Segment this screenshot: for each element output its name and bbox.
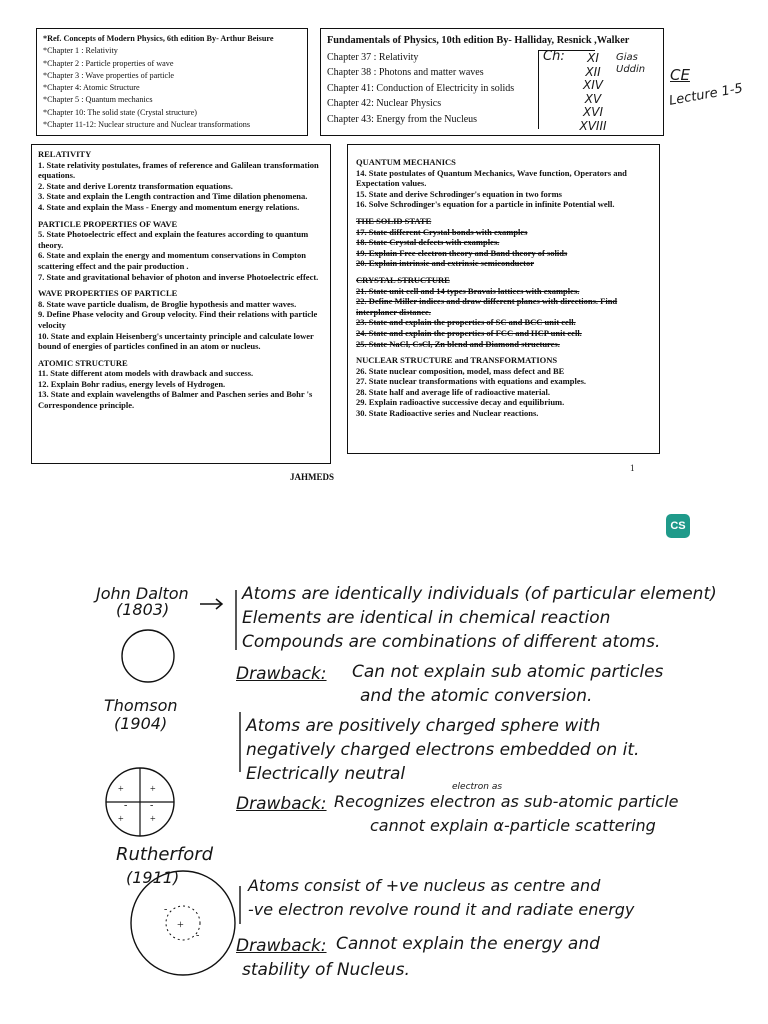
- ref-item: *Chapter 2 : Particle properties of wave: [43, 58, 174, 68]
- section-relativity: [38, 149, 324, 213]
- svg-text:-: -: [164, 904, 168, 915]
- dalton-line: Atoms are identically individuals (of particular element): [242, 584, 717, 604]
- ref-item: *Chapter 11-12: Nuclear structure and Nuclear transformations: [43, 120, 251, 130]
- hrw-item: Chapter 38 : Photons and matter waves: [327, 67, 484, 78]
- thomson-model-circle: [106, 768, 174, 836]
- syllabus-item: 12. Explain Bohr radius, energy levels of Hydrogen.: [38, 378, 226, 389]
- section-heading: PARTICLE PROPERTIES OF WAVE: [38, 218, 178, 229]
- syllabus-item: 7. State and gravitational behavior of photon and inverse Photoelectric effect.: [38, 271, 319, 282]
- syllabus-item: 19. Explain Free electron theory and Band theory of solids: [356, 247, 568, 258]
- syllabus-item: 23. State and explain the properties of SC and BCC unit cell.: [356, 317, 576, 328]
- ref-title: *Ref. Concepts of Modern Physics, 6th edition By- Arthur Beisure: [43, 34, 274, 43]
- syllabus-item: 8. State wave particle dualism, de Broglie hypothesis and matter waves.: [38, 298, 297, 309]
- syllabus-item: 28. State half and average life of radioactive material.: [356, 386, 551, 397]
- syllabus-item: 27. State nuclear transformations with equations and examples.: [356, 376, 587, 387]
- syllabus-item: 4. State and explain the Mass - Energy and momentum energy relations.: [38, 201, 300, 212]
- syllabus-item: 3. State and explain the Length contraction and Time dilation phenomena.: [38, 191, 308, 202]
- page-number: 1: [630, 463, 635, 473]
- section-heading: WAVE PROPERTIES OF PARTICLE: [38, 288, 178, 299]
- thomson-correction-note: electron as: [452, 782, 503, 792]
- svg-text:+: +: [150, 784, 156, 795]
- margin-note-lecture: Lecture 1-5: [668, 81, 744, 109]
- ref-item: *Chapter 4: Atomic Structure: [43, 83, 140, 93]
- camscanner-logo-icon: CS: [666, 514, 690, 538]
- ref-item: *Chapter 3 : Wave properties of particle: [43, 70, 175, 80]
- section-heading: ATOMIC STRUCTURE: [38, 357, 128, 368]
- reference-box: [36, 28, 308, 136]
- rutherford-line: -ve electron revolve round it and radiate energy: [248, 900, 635, 919]
- syllabus-item: 14. State postulates of Quantum Mechanics, Wave function, Operators and Expectation values.: [356, 167, 627, 189]
- section-particle-properties: [38, 219, 324, 283]
- handwritten-ch-label: Ch:: [543, 49, 565, 64]
- section-heading: RELATIVITY: [38, 149, 92, 159]
- rutherford-drawback-label: Drawback:: [236, 936, 327, 956]
- syllabus-item: 25. State NaCl, CsCl, Zn blend and Diamond structures.: [356, 338, 560, 349]
- section-heading: THE SOLID STATE: [356, 215, 432, 226]
- section-heading: CRYSTAL STRUCTURE: [356, 274, 450, 285]
- section-heading: NUCLEAR STRUCTURE and TRANSFORMATIONS: [356, 355, 558, 366]
- thomson-drawback-2: cannot explain α-particle scattering: [370, 816, 656, 835]
- dalton-drawback-label: Drawback:: [236, 664, 327, 684]
- section-wave-properties: [38, 288, 324, 352]
- thomson-name: Thomson: [104, 696, 178, 715]
- dalton-line: Compounds are combinations of different atoms.: [242, 632, 661, 652]
- syllabus-item: 9. Define Phase velocity and Group velocity. Find their relations with particle velocity: [38, 309, 318, 330]
- svg-text:+: +: [118, 784, 124, 795]
- syllabus-item: 16. Solve Schrodinger's equation for a particle in infinite Potential well.: [356, 199, 615, 210]
- svg-text:-: -: [150, 800, 154, 811]
- rutherford-line: Atoms consist of +ve nucleus as centre and: [248, 876, 601, 895]
- thomson-drawback-label: Drawback:: [236, 794, 327, 814]
- dalton-drawback-2: and the atomic conversion.: [360, 686, 593, 706]
- rutherford-name: Rutherford: [116, 844, 214, 865]
- syllabus-item: 21. State unit cell and 14 types Bravais lattices with examples.: [356, 285, 580, 296]
- syllabus-item: 24. State and explain the properties of FCC and HCP unit cell.: [356, 327, 582, 338]
- dalton-line: Elements are identical in chemical reaction: [242, 608, 611, 628]
- margin-note-ce: CE: [670, 66, 690, 84]
- rutherford-drawback: Cannot explain the energy and: [336, 934, 600, 954]
- syllabus-item: 30. State Radioactive series and Nuclear reactions.: [356, 408, 539, 419]
- dalton-name: John Dalton: [96, 584, 189, 603]
- dalton-year: (1803): [116, 600, 170, 619]
- handwritten-side-note: Gias Uddin: [616, 52, 646, 75]
- hrw-box: [320, 28, 664, 136]
- section-solid-state: [356, 216, 651, 269]
- ref-item: *Chapter 1 : Relativity: [43, 46, 118, 56]
- syllabus-item: 17. State different Crystal bonds with examples: [356, 226, 528, 237]
- syllabus-item: 2. State and derive Lorentz transformation equations.: [38, 180, 233, 191]
- syllabus-item: 5. State Photoelectric effect and explain the features according to quantum theory.: [38, 229, 309, 250]
- syllabus-item: 13. State and explain wavelengths of Balmer and Paschen series and Bohr 's Correspondence principle.: [38, 389, 313, 411]
- hrw-item: Chapter 42: Nuclear Physics: [327, 98, 442, 109]
- hrw-title: Fundamentals of Physics, 10th edition By- Halliday, Resnick ,Walker: [327, 35, 630, 46]
- hrw-item: Chapter 41: Conduction of Electricity in solids: [327, 82, 515, 94]
- syllabus-item: 11. State different atom models with drawback and success.: [38, 368, 254, 379]
- svg-text:-: -: [196, 930, 200, 941]
- syllabus-item: 26. State nuclear composition, model, mass defect and BE: [356, 365, 565, 376]
- svg-text:+: +: [150, 814, 156, 825]
- ref-item: *Chapter 5 : Quantum mechanics: [43, 95, 153, 105]
- syllabus-item: 20. Explain intrinsic and extrinsic semiconductor: [356, 258, 535, 269]
- syllabus-item: 18. State Crystal defects with examples.: [356, 237, 500, 248]
- svg-text:-: -: [124, 800, 128, 811]
- hrw-item: Chapter 43: Energy from the Nucleus: [327, 113, 478, 125]
- thomson-drawback: Recognizes electron as sub-atomic particle: [334, 792, 679, 811]
- footer-jahmeds: JAHMEDS: [290, 472, 335, 482]
- hrw-item: Chapter 37 : Relativity: [327, 51, 419, 63]
- section-atomic-structure: [38, 358, 324, 411]
- thomson-year: (1904): [114, 714, 168, 733]
- section-heading: QUANTUM MECHANICS: [356, 157, 456, 167]
- dalton-drawback: Can not explain sub atomic particles: [352, 662, 664, 682]
- arrow-icon: [200, 599, 222, 609]
- syllabus-item: 22. Define Miller indices and draw different planes with directions. Find interplaner distance.: [356, 296, 618, 317]
- syllabus-item: 10. State and explain Heisenberg's uncertainty principle and calculate lower bound of energies of particles confined in an atom or nucleus.: [38, 330, 314, 352]
- syllabus-item: 15. State and derive Schrodinger's equation in two forms: [356, 188, 562, 199]
- syllabus-right: [347, 144, 660, 454]
- svg-text:+: +: [177, 917, 184, 931]
- syllabus-item: 29. Explain radioactive successive decay and equilibrium.: [356, 397, 565, 408]
- dalton-model-circle: [122, 630, 174, 682]
- thomson-line: Electrically neutral: [246, 764, 406, 784]
- handwritten-chapters: XI XII XIV XV XVI XVIII: [579, 51, 607, 133]
- section-crystal-structure: [356, 275, 651, 349]
- rutherford-drawback-2: stability of Nucleus.: [242, 960, 410, 980]
- thomson-line: Atoms are positively charged sphere with: [246, 716, 601, 736]
- syllabus-item: 1. State relativity postulates, frames of reference and Galilean transformation equations.: [38, 159, 319, 181]
- section-quantum-mechanics: [356, 157, 651, 210]
- syllabus-left: [31, 144, 331, 464]
- svg-text:+: +: [118, 814, 124, 825]
- rutherford-year: (1911): [126, 868, 180, 887]
- syllabus-item: 6. State and explain the energy and momentum conservations in Compton scattering effect and the pair production .: [38, 250, 306, 271]
- ref-item: *Chapter 10: The solid state (Crystal structure): [43, 107, 198, 117]
- thomson-line: negatively charged electrons embedded on it.: [246, 740, 640, 760]
- section-nuclear-structure: [356, 355, 651, 419]
